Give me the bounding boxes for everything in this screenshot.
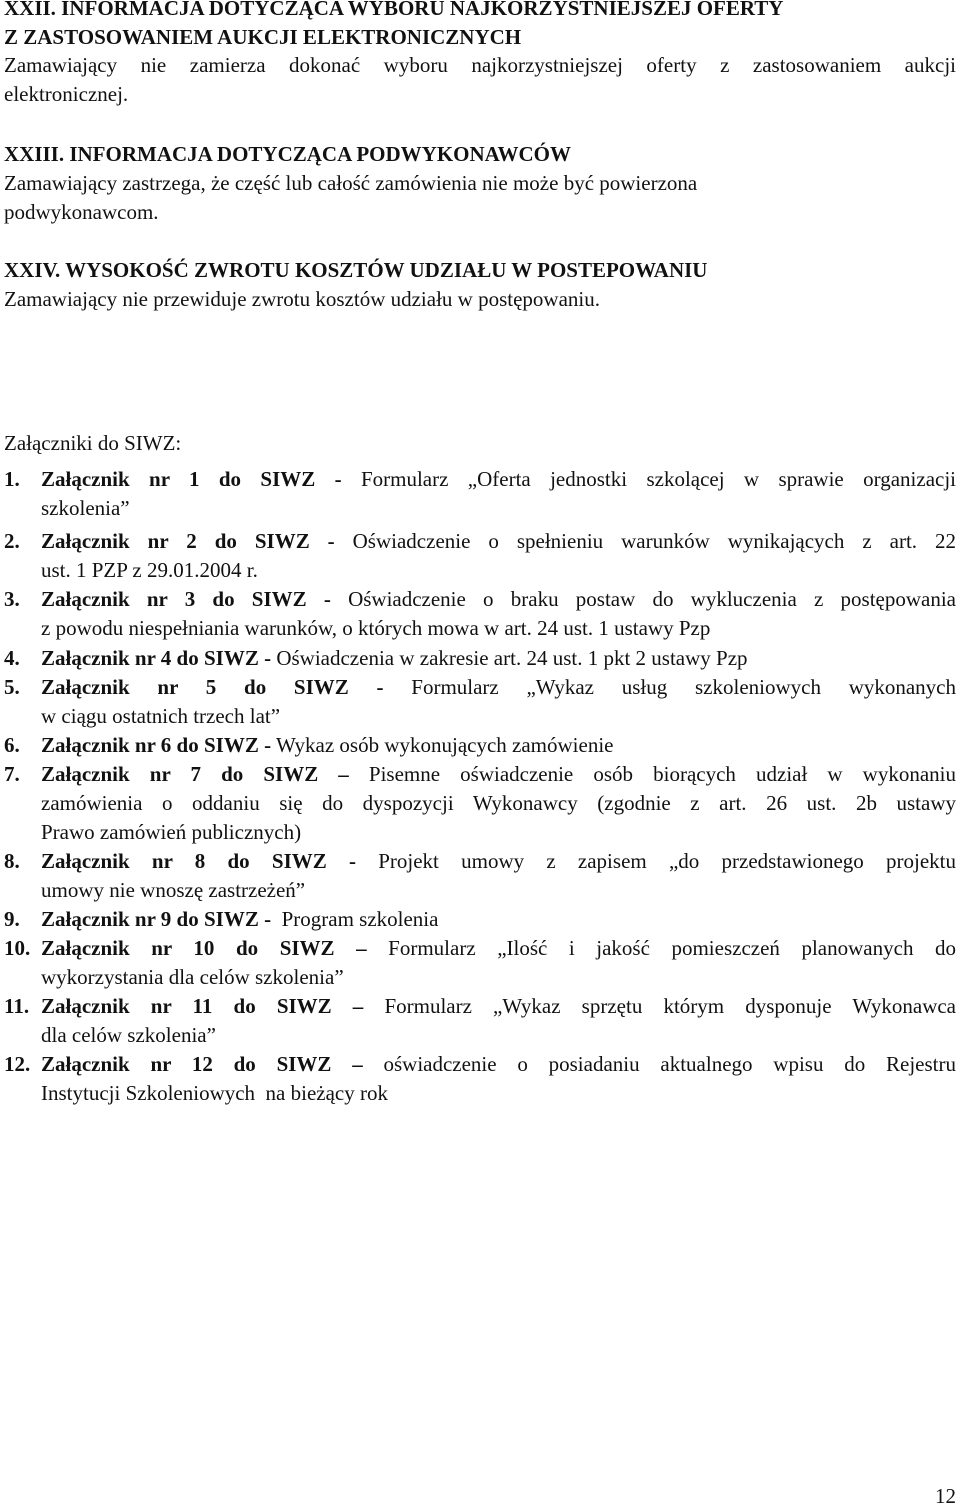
attachment-description-cont: z powodu niespełniania warunków, o których mowa w art. 24 ust. 1 ustawy Pzp [41,616,711,640]
attachment-label: Załącznik nr 11 do SIWZ – [41,994,364,1018]
attachment-label: Załącznik nr 3 do SIWZ - [41,587,331,611]
attachment-description: Oświadczenie o braku postaw do wykluczenia z postępowania [330,587,956,611]
attachment-number: 6. [4,733,20,757]
attachment-number: 10. [4,936,31,960]
attachment-label: Załącznik nr 2 do SIWZ - [41,529,335,553]
section-xxii-text-line1: Zamawiający nie zamierza dokonać wyboru najkorzystniejszej oferty z zastosowaniem aukcji [4,53,956,77]
attachment-number: 2. [4,529,20,553]
attachment-description-cont: szkolenia” [41,496,130,520]
section-xxiv-text: Zamawiający nie przewiduje zwrotu kosztów udziału w postępowaniu. [4,287,600,311]
attachment-description-cont: w ciągu ostatnich trzech lat” [41,704,281,728]
section-xxii-heading-line2: Z ZASTOSOWANIEM AUKCJI ELEKTRONICZNYCH [4,25,522,49]
section-xxii-text-line2: elektronicznej. [4,82,129,106]
attachment-description-cont: Prawo zamówień publicznych) [41,820,302,844]
attachment-description: Pisemne oświadczenie osób biorących udział w wykonaniu [348,762,956,786]
attachment-label: Załącznik nr 9 do SIWZ - [41,907,272,931]
attachment-label: Załącznik nr 10 do SIWZ – [41,936,367,960]
attachment-description-cont: umowy nie wnoszę zastrzeżeń” [41,878,306,902]
attachment-description: oświadczenie o posiadaniu aktualnego wpisu do Rejestru [362,1052,956,1076]
page-number: 12 [935,1484,956,1508]
attachment-number: 5. [4,675,20,699]
attachment-label: Załącznik nr 12 do SIWZ – [41,1052,363,1076]
section-xxii-heading-line1: XXII. INFORMACJA DOTYCZĄCA WYBORU NAJKORZYSTNIEJSZEJ OFERTY [4,0,784,20]
attachment-label: Załącznik nr 8 do SIWZ - [41,849,356,873]
attachment-number: 11. [4,994,30,1018]
attachment-description-cont: zamówienia o oddaniu się do dyspozycji Wykonawcy (zgodnie z art. 26 ust. 2b ustawy [41,791,956,815]
attachment-number: 8. [4,849,20,873]
attachment-number: 7. [4,762,20,786]
attachment-description: Formularz „Wykaz usług szkoleniowych wykonanych [383,675,956,699]
attachment-description: Formularz „Wykaz sprzętu którym dysponuje Wykonawca [363,994,956,1018]
attachment-description-cont: wykorzystania dla celów szkolenia” [41,965,344,989]
attachment-description: Formularz „Oferta jednostki szkolącej w sprawie organizacji [341,467,956,491]
attachment-description: Oświadczenia w zakresie art. 24 ust. 1 pkt 2 ustawy Pzp [271,646,748,670]
attachment-label: Załącznik nr 4 do SIWZ - [41,646,272,670]
attachment-number: 4. [4,646,20,670]
attachment-label: Załącznik nr 6 do SIWZ - [41,733,272,757]
attachment-description-cont: Instytucji Szkoleniowych na bieżący rok [41,1081,388,1105]
attachment-description-cont: ust. 1 PZP z 29.01.2004 r. [41,558,258,582]
section-xxiii-text-line1: Zamawiający zastrzega, że część lub całość zamówienia nie może być powierzona [4,171,698,195]
attachments-title: Załączniki do SIWZ: [4,431,182,455]
section-xxiii-text-line2: podwykonawcom. [4,200,159,224]
attachment-number: 12. [4,1052,31,1076]
attachment-description: Program szkolenia [271,907,439,931]
section-xxiii-heading: XXIII. INFORMACJA DOTYCZĄCA PODWYKONAWCÓW [4,142,572,166]
attachment-number: 9. [4,907,20,931]
attachment-label: Załącznik nr 7 do SIWZ – [41,762,349,786]
attachment-number: 3. [4,587,20,611]
attachment-label: Załącznik nr 1 do SIWZ - [41,467,342,491]
attachment-description: Wykaz osób wykonujących zamówienie [271,733,614,757]
attachment-description: Oświadczenie o spełnieniu warunków wynikających z art. 22 [334,529,956,553]
attachment-description: Formularz „Ilość i jakość pomieszczeń planowanych do [366,936,956,960]
attachment-description: Projekt umowy z zapisem „do przedstawionego projektu [356,849,956,873]
attachment-number: 1. [4,467,20,491]
attachment-description-cont: dla celów szkolenia” [41,1023,216,1047]
section-xxiv-heading: XXIV. WYSOKOŚĆ ZWROTU KOSZTÓW UDZIAŁU W POSTEPOWANIU [4,258,708,282]
attachment-label: Załącznik nr 5 do SIWZ - [41,675,384,699]
